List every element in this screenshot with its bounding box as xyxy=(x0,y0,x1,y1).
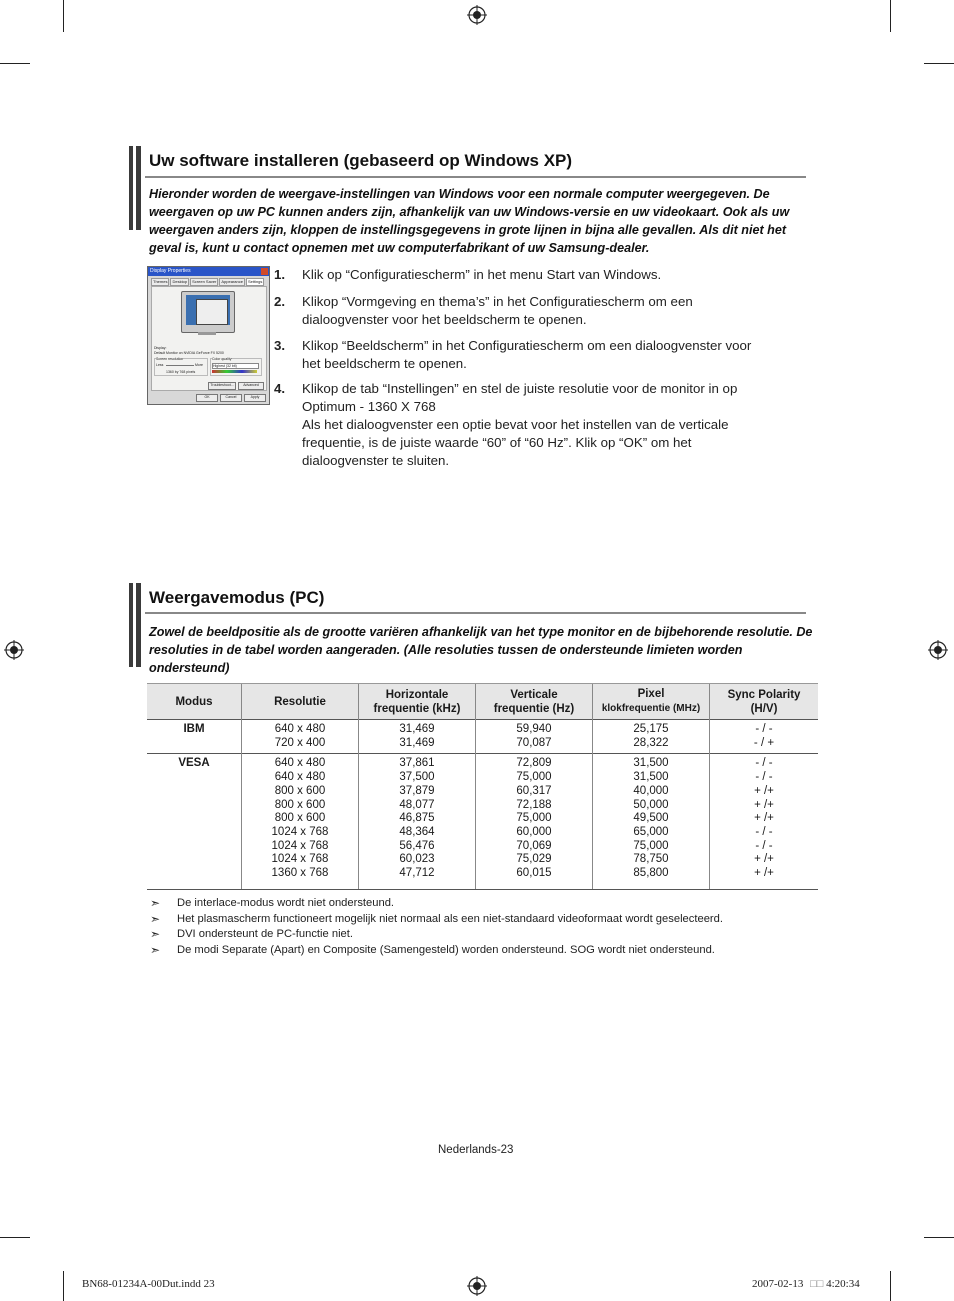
cell-value: 49,500 xyxy=(633,812,669,825)
section-intro: Zowel de beeldpositie als de grootte variëren afhankelijk van het type monitor en de bijbehorende resolutie. De resoluties in de tabel worden aangeraden. (Alle resoluties tussen de ondersteunde limieten worden ondersteund) xyxy=(149,625,813,675)
cell-value: 800 x 600 xyxy=(274,784,326,797)
display-label: Display: xyxy=(154,346,167,350)
cell-value: + /+ xyxy=(754,853,774,866)
cell-value: 37,500 xyxy=(399,771,435,784)
color-quality-select[interactable]: Highest (32 bit) xyxy=(212,363,259,369)
cell-value: 60,015 xyxy=(516,867,552,880)
header-horizontal: Horizontale frequentie (kHz) xyxy=(359,684,476,720)
note-text: Het plasmascherm functioneert mogelijk niet normaal als een niet-standaard videoformaat wordt geselecteerd. xyxy=(177,913,723,925)
window-title: Display Properties xyxy=(150,268,191,274)
cell-value: 800 x 600 xyxy=(274,798,326,811)
cell-value: 72,809 xyxy=(516,757,552,770)
header-sync: Sync Polarity (H/V) xyxy=(710,684,819,720)
cell-value: 46,875 xyxy=(399,812,435,825)
less-label: Less xyxy=(156,363,164,367)
slug-left: BN68-01234A-00Dut.indd 23 xyxy=(82,1278,215,1290)
cell-sync xyxy=(710,754,819,889)
step-number: 4. xyxy=(274,381,286,396)
cell-value: 640 x 480 xyxy=(274,771,326,784)
cell-value: 50,000 xyxy=(633,798,669,811)
cell-value: 1024 x 768 xyxy=(271,825,329,838)
step-text-extra: Als het dialoogvenster een optie bevat voor het instellen van de verticale frequentie, is de juiste waarde “60” of “60 Hz”. Klik op “OK” om het dialoogvenster te sluiten. xyxy=(302,417,729,468)
table-header-row xyxy=(147,684,818,720)
step-number: 3. xyxy=(274,338,286,353)
step-text: Klikop de tab “Instellingen” en stel de juiste resolutie voor de monitor in op Optimum - 1360 X 768 xyxy=(302,381,738,414)
cell-value: 31,469 xyxy=(399,736,435,749)
cell-value: - / - xyxy=(755,839,773,852)
cell-resolutie xyxy=(242,720,359,754)
cell-value: + /+ xyxy=(754,798,774,811)
advanced-button[interactable]: Advanced xyxy=(238,382,264,390)
note-text: De modi Separate (Apart) en Composite (Samengesteld) worden ondersteund. SOG wordt niet ondersteund. xyxy=(177,944,715,956)
table-row xyxy=(147,754,818,889)
crop-mark xyxy=(63,1271,64,1301)
cell-horizontal xyxy=(359,754,476,889)
cell-value: 25,175 xyxy=(633,723,669,735)
cell-pixel xyxy=(593,754,710,889)
header-vertical: Verticale frequentie (Hz) xyxy=(476,684,593,720)
step-text: Klikop “Vormgeving en thema’s” in het Configuratiescherm om een dialoogvenster voor het beeldscherm te openen. xyxy=(302,294,693,327)
cell-value: 1024 x 768 xyxy=(271,839,329,852)
resolution-slider[interactable] xyxy=(166,365,194,366)
section-title: Weergavemodus (PC) xyxy=(149,588,325,607)
cell-value: - / - xyxy=(755,771,773,784)
resolution-value: 1360 by 768 pixels xyxy=(166,370,196,374)
step-number: 1. xyxy=(274,267,286,282)
crop-mark xyxy=(890,1271,891,1301)
resolution-label: Screen resolution xyxy=(156,357,184,361)
cell-value: 37,861 xyxy=(399,757,435,770)
color-quality-label: Color quality xyxy=(212,357,232,361)
cell-modus: IBM xyxy=(147,720,242,754)
cell-value: + /+ xyxy=(754,784,774,797)
troubleshoot-button[interactable]: Troubleshoot... xyxy=(208,382,236,390)
section-intro: Hieronder worden de weergave-instellingen van Windows voor een normale computer weergegeven. De weergaven op uw PC kunnen anders zijn, afhankelijk van uw Windows-versie en uw videokaart. Ook als uw weergaven anders zijn, kloppen de instellingsgegevens in grote lijnen in bijna alle gevallen. Als dit niet het geval is, kunt u contact opnemen met uw computerfabrikant of uw Samsung-dealer. xyxy=(149,187,790,255)
cell-value: 48,364 xyxy=(399,825,435,838)
apply-button[interactable]: Apply xyxy=(244,394,266,402)
more-label: More xyxy=(195,363,203,367)
cell-value: 31,500 xyxy=(633,771,669,784)
cell-value: 85,800 xyxy=(633,867,669,880)
cell-value: - / - xyxy=(755,757,773,770)
cell-modus: VESA xyxy=(147,754,242,889)
crop-mark xyxy=(924,63,954,64)
cell-value: 640 x 480 xyxy=(274,723,326,735)
header-modus: Modus xyxy=(147,684,242,720)
screenshot-tab: Appearance xyxy=(221,279,243,284)
note-arrow-icon: ➣ xyxy=(150,912,161,926)
step-text: Klik op “Configuratiescherm” in het menu Start van Windows. xyxy=(302,267,662,282)
display-value: Default Monitor on NVIDIA GeForce FX 5200 xyxy=(154,351,224,355)
step-number: 2. xyxy=(274,294,286,309)
display-modes-table xyxy=(147,683,818,890)
cell-value: 40,000 xyxy=(633,784,669,797)
header-pixel: Pixel klokfrequentie (MHz) xyxy=(593,684,710,720)
crop-mark xyxy=(0,63,30,64)
note-text: DVI ondersteunt de PC-functie niet. xyxy=(177,928,353,940)
slug-time: 4:20:34 xyxy=(826,1278,860,1290)
cell-value: 60,000 xyxy=(516,825,552,838)
cell-value: 60,023 xyxy=(399,853,435,866)
ok-button[interactable]: OK xyxy=(196,394,218,402)
page-number: Nederlands-23 xyxy=(438,1144,514,1156)
section-title: Uw software installeren (gebaseerd op Windows XP) xyxy=(149,151,573,170)
cell-value: 48,077 xyxy=(399,798,435,811)
cell-value: - / - xyxy=(755,723,773,735)
screenshot-tab: Desktop xyxy=(172,279,188,284)
cell-value: 1360 x 768 xyxy=(271,867,329,880)
cell-value: 75,000 xyxy=(516,812,552,825)
section-rule xyxy=(145,612,806,614)
cell-vertical xyxy=(476,720,593,754)
cell-value: 800 x 600 xyxy=(274,812,326,825)
cell-value: 78,750 xyxy=(633,853,669,866)
crop-mark xyxy=(890,0,891,32)
note-arrow-icon: ➣ xyxy=(150,896,161,910)
cell-value: 59,940 xyxy=(516,723,552,735)
section-rule xyxy=(145,176,806,178)
cell-value: 72,188 xyxy=(516,798,552,811)
cell-value: 720 x 400 xyxy=(274,736,326,749)
cell-vertical xyxy=(476,754,593,889)
cell-value: + /+ xyxy=(754,867,774,880)
cell-value: 47,712 xyxy=(399,867,435,880)
registration-mark-icon xyxy=(928,640,948,660)
screenshot-tab: Settings xyxy=(247,279,263,284)
cell-value: 28,322 xyxy=(633,736,669,749)
cell-value: 37,879 xyxy=(399,784,435,797)
note-text: De interlace-modus wordt niet ondersteund. xyxy=(177,897,395,909)
crop-mark xyxy=(0,1237,30,1238)
cell-value: 56,476 xyxy=(399,839,435,852)
cell-value: 70,069 xyxy=(516,839,552,852)
cell-value: 1024 x 768 xyxy=(271,853,329,866)
cell-value: - / - xyxy=(755,825,773,838)
registration-mark-icon xyxy=(467,1276,487,1296)
cell-value: 31,469 xyxy=(399,723,435,735)
display-properties-screenshot xyxy=(147,266,270,405)
monitor-icon xyxy=(181,291,235,333)
crop-mark xyxy=(924,1237,954,1238)
note-arrow-icon: ➣ xyxy=(150,927,161,941)
cell-sync xyxy=(710,720,819,754)
cell-value: 640 x 480 xyxy=(274,757,326,770)
screenshot-tab: Themes xyxy=(153,279,168,284)
registration-mark-icon xyxy=(4,640,24,660)
cell-value: 75,000 xyxy=(516,771,552,784)
cell-value: 65,000 xyxy=(633,825,669,838)
section-bar xyxy=(129,583,141,667)
crop-mark xyxy=(63,0,64,32)
slug-right xyxy=(752,1278,860,1290)
cell-value: 31,500 xyxy=(633,757,669,770)
header-resolutie: Resolutie xyxy=(242,684,359,720)
cell-resolutie xyxy=(242,754,359,889)
cell-value: - / + xyxy=(753,736,775,749)
note-arrow-icon: ➣ xyxy=(150,943,161,957)
table-row xyxy=(147,720,818,754)
cancel-button[interactable]: Cancel xyxy=(220,394,242,402)
cell-value: + /+ xyxy=(754,812,774,825)
step-text: Klikop “Beeldscherm” in het Configuratiescherm om een dialoogvenster voor het beeldscherm te openen. xyxy=(302,338,752,371)
cell-value: 75,029 xyxy=(516,853,552,866)
registration-mark-icon xyxy=(467,5,487,25)
cell-value: 60,317 xyxy=(516,784,552,797)
slug-boxes: □□ xyxy=(810,1278,824,1290)
cell-pixel xyxy=(593,720,710,754)
slug-date: 2007-02-13 xyxy=(752,1278,804,1290)
section-bar xyxy=(129,146,141,230)
cell-value: 75,000 xyxy=(633,839,669,852)
cell-horizontal xyxy=(359,720,476,754)
screenshot-tab: Screen Saver xyxy=(192,279,217,284)
cell-value: 70,087 xyxy=(516,736,552,749)
